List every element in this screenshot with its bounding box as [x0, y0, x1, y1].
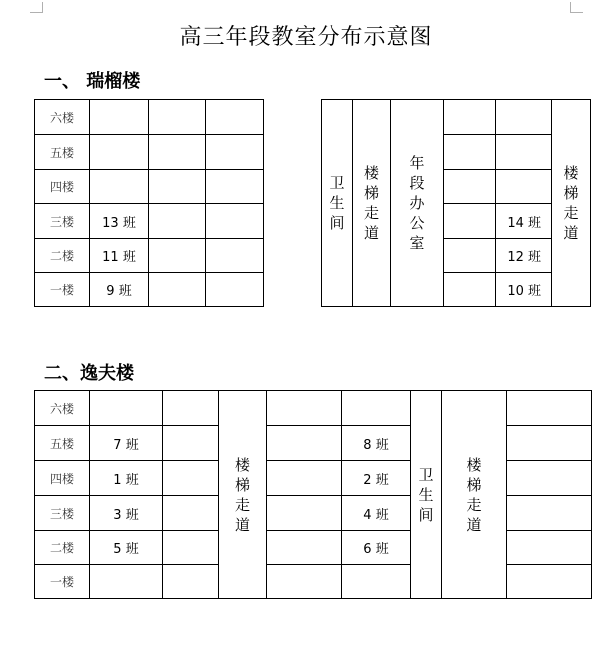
room-cell: [506, 460, 592, 496]
section-heading-ruiliu: 一、 瑞榴楼: [44, 71, 141, 92]
room-cell: [266, 564, 342, 599]
room-cell: [443, 238, 496, 273]
restroom-char: 间: [418, 505, 434, 524]
floor-label: 四楼: [34, 169, 90, 204]
room-cell: [205, 134, 264, 170]
office-char: 段: [409, 174, 425, 192]
room-cell: [205, 203, 264, 239]
stairwell-char: 楼: [234, 455, 250, 474]
stairwell-char: 走: [363, 204, 379, 222]
class-label: 10 班: [495, 272, 552, 307]
room-cell: [341, 564, 411, 599]
stairwell-char: 楼: [466, 455, 482, 474]
room-cell: [443, 134, 496, 170]
stairwell-char: 楼: [563, 164, 579, 182]
grade-office-column: [390, 99, 444, 307]
floor-label: 四楼: [34, 460, 90, 496]
room-cell: [148, 134, 206, 170]
office-char: 办: [409, 194, 425, 212]
room-cell: [148, 203, 206, 239]
stairwell-char: 梯: [466, 475, 482, 494]
room-cell: [495, 169, 552, 204]
office-char: 公: [409, 214, 425, 232]
stairwell-column: [218, 390, 267, 599]
class-label: 13 班: [89, 203, 149, 239]
room-cell: [205, 272, 264, 307]
room-cell: [89, 134, 149, 170]
stairwell-char: 道: [563, 224, 579, 242]
room-cell: [506, 390, 592, 426]
class-label: 8 班: [341, 425, 411, 461]
room-cell: [443, 203, 496, 239]
room-cell: [162, 564, 219, 599]
floor-label: 二楼: [34, 238, 90, 273]
restroom-column: [410, 390, 442, 599]
class-label: 2 班: [341, 460, 411, 496]
room-cell: [266, 495, 342, 531]
room-cell: [162, 425, 219, 461]
floor-label: 五楼: [34, 134, 90, 170]
floor-label: 六楼: [34, 390, 90, 426]
room-cell: [162, 495, 219, 531]
stairwell-column: [551, 99, 591, 307]
room-cell: [148, 238, 206, 273]
room-cell: [89, 99, 149, 135]
stairwell-char: 楼: [363, 164, 379, 182]
room-cell: [89, 390, 163, 426]
class-label: 7 班: [89, 425, 163, 461]
stairwell-char: 走: [563, 204, 579, 222]
floor-label: 一楼: [34, 272, 90, 307]
class-label: 3 班: [89, 495, 163, 531]
room-cell: [205, 169, 264, 204]
room-cell: [89, 169, 149, 204]
class-label: 11 班: [89, 238, 149, 273]
room-cell: [162, 530, 219, 565]
stairwell-char: 道: [466, 515, 482, 534]
office-char: 年: [409, 154, 425, 172]
class-label: 12 班: [495, 238, 552, 273]
room-cell: [506, 425, 592, 461]
floor-label: 二楼: [34, 530, 90, 565]
restroom-char: 间: [329, 214, 345, 232]
office-char: 室: [409, 234, 425, 252]
stairwell-char: 梯: [563, 184, 579, 202]
section-heading-yifu: 二、逸夫楼: [44, 363, 134, 384]
class-label: 4 班: [341, 495, 411, 531]
restroom-column: [321, 99, 353, 307]
stairwell-char: 梯: [234, 475, 250, 494]
floor-label: 三楼: [34, 203, 90, 239]
room-cell: [205, 99, 264, 135]
room-cell: [266, 390, 342, 426]
class-label: 1 班: [89, 460, 163, 496]
room-cell: [148, 99, 206, 135]
stairwell-char: 梯: [363, 184, 379, 202]
floor-label: 三楼: [34, 495, 90, 531]
room-cell: [266, 425, 342, 461]
class-label: 9 班: [89, 272, 149, 307]
room-cell: [205, 238, 264, 273]
restroom-char: 卫: [329, 174, 345, 192]
room-cell: [89, 564, 163, 599]
room-cell: [495, 134, 552, 170]
room-cell: [506, 564, 592, 599]
room-cell: [162, 390, 219, 426]
room-cell: [443, 99, 496, 135]
room-cell: [148, 272, 206, 307]
room-cell: [148, 169, 206, 204]
room-cell: [341, 390, 411, 426]
restroom-char: 生: [329, 194, 345, 212]
room-cell: [443, 169, 496, 204]
stairwell-char: 走: [466, 495, 482, 514]
floor-label: 五楼: [34, 425, 90, 461]
restroom-char: 卫: [418, 465, 434, 484]
stairwell-char: 道: [234, 515, 250, 534]
stairwell-char: 道: [363, 224, 379, 242]
room-cell: [162, 460, 219, 496]
page-title: 高三年段教室分布示意图: [179, 25, 433, 50]
floor-label: 六楼: [34, 99, 90, 135]
class-label: 5 班: [89, 530, 163, 565]
room-cell: [495, 99, 552, 135]
room-cell: [506, 530, 592, 565]
room-cell: [443, 272, 496, 307]
room-cell: [266, 530, 342, 565]
floor-label: 一楼: [34, 564, 90, 599]
class-label: 14 班: [495, 203, 552, 239]
room-cell: [266, 460, 342, 496]
stairwell-char: 走: [234, 495, 250, 514]
stairwell-column: [441, 390, 507, 599]
stairwell-column: [352, 99, 391, 307]
restroom-char: 生: [418, 485, 434, 504]
class-label: 6 班: [341, 530, 411, 565]
room-cell: [506, 495, 592, 531]
